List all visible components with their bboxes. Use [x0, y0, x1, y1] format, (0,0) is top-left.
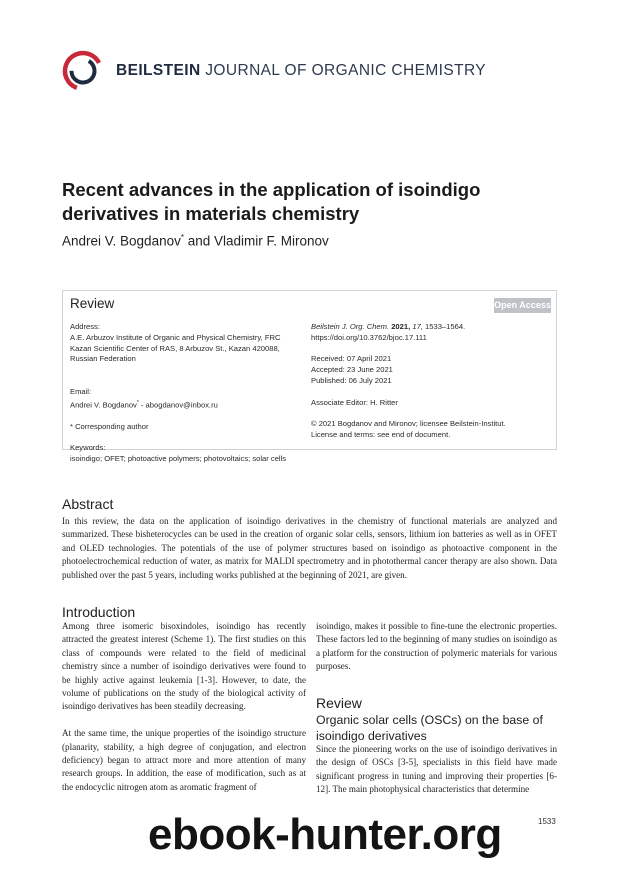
intro-paragraph-2-continued: isoindigo, makes it possible to fine-tune the electronic properties. These factors led to the beginning of many studies on isoindigo as a platform for the construction of polymeric materials for various purposes.: [316, 621, 557, 672]
journal-name-bold: BEILSTEIN: [116, 62, 201, 79]
article-title: Recent advances in the application of isoindigo derivatives in materials chemistry: [62, 179, 481, 224]
journal-name: [116, 62, 486, 80]
journal-abbrev: Beilstein J. Org. Chem.: [311, 322, 390, 331]
author-1: Andrei V. Bogdanov: [62, 233, 181, 249]
email-mark: *: [136, 399, 139, 406]
keywords-label: Keywords:: [70, 443, 106, 453]
open-access-badge: Open Access: [494, 298, 551, 313]
journal-logo-icon: [62, 50, 104, 92]
published-date: Published: 06 July 2021: [311, 375, 392, 385]
email-label: Email:: [70, 386, 92, 396]
introduction-left-column: [62, 620, 306, 794]
address-text: A.E. Arbuzov Institute of Organic and Physical Chemistry, FRC Kazan Scientific Center of RAS, 8 Arbuzov St., Kazan 420088, Russian Federation: [70, 332, 281, 364]
received-date: Received: 07 April 2021: [311, 354, 392, 364]
email-name: Andrei V. Bogdanov: [70, 400, 137, 410]
introduction-right-column: [316, 620, 557, 674]
associate-editor: Associate Editor: H. Ritter: [311, 397, 398, 407]
abstract-text: In this review, the data on the application of isoindigo derivatives in the chemistry of functional materials are analyzed and summarized. These bisheterocycles can be used in the creation of organic solar cells, sensors, lithium ion batteries as well as in OFET and OLED technologies. The potentials of the use of polymer structures based on isoindigo as photoactive component in the photoelectrochemical reduction of water, as matrix for MALDI spectrometry and in photothermal cancer therapy are also shown. Data published over the past 5 years, including works published at the beginning of 2021, are given.: [62, 516, 557, 580]
author-line: [62, 233, 329, 249]
journal-name-rest: JOURNAL OF ORGANIC CHEMISTRY: [205, 62, 487, 79]
info-left-column: [70, 322, 295, 465]
osc-subheading: Organic solar cells (OSCs) on the base of isoindigo derivatives: [316, 713, 543, 743]
address-label: Address:: [70, 322, 100, 331]
info-right-column: [311, 322, 551, 441]
review-heading: Review: [316, 695, 362, 711]
email-address-link[interactable]: - abogdanov@inbox.ru: [138, 400, 218, 410]
citation-year: 2021,: [391, 322, 411, 331]
email-line: [70, 398, 295, 411]
introduction-heading: Introduction: [62, 604, 136, 620]
citation-pages: 1533–1564.: [425, 322, 466, 331]
copyright-line: © 2021 Bogdanov and Mironov; licensee Beilstein-Institut.: [311, 419, 506, 429]
intro-paragraph-1: Among three isomeric bisoxindoles, isoindigo has recently attracted the greatest interest (Scheme 1). The first studies on this class of compounds were related to the field of medicinal chemistry since a number of isoindigo derivatives were found to be highly active against leukemia [1-3]. However, to date, the volume of publications on the study of the biological activity of isoindigo derivatives has been steadily decreasing.: [62, 621, 306, 712]
abstract-heading: Abstract: [62, 496, 114, 512]
doi-link[interactable]: https://doi.org/10.3762/bjoc.17.111: [311, 332, 427, 342]
license-line: License and terms: see end of document.: [311, 429, 451, 439]
page-number: 1533: [538, 817, 556, 826]
accepted-date: Accepted: 23 June 2021: [311, 365, 393, 375]
intro-paragraph-2: At the same time, the unique properties of the isoindigo structure (planarity, stability, a high degree of conjugation, and electron deficiency) began to attract more and more attention of many research groups. In addition, the ease of modification, such as at the endocyclic nitrogen atom as aromatic fragment of: [62, 728, 306, 792]
citation-volume: 17,: [412, 322, 423, 331]
watermark-text: ebook-hunter.org: [148, 810, 502, 859]
author-2: and Vladimir F. Mironov: [183, 233, 329, 249]
abstract-body: [62, 515, 557, 582]
review-body: [316, 743, 557, 797]
article-type-heading: Review: [70, 296, 115, 311]
corresponding-mark: *: [180, 233, 184, 242]
keywords-text: isoindigo; OFET; photoactive polymers; photovoltaics; solar cells: [70, 454, 287, 464]
corresponding-note: * Corresponding author: [70, 421, 149, 431]
review-paragraph-1: Since the pioneering works on the use of isoindigo derivatives in the design of OSCs [3-5], specialists in this field have made significant progress in tuning and improving their properties [6-12]. The main photophysical characteristics that determine: [316, 744, 557, 795]
citation-line: [311, 322, 551, 333]
